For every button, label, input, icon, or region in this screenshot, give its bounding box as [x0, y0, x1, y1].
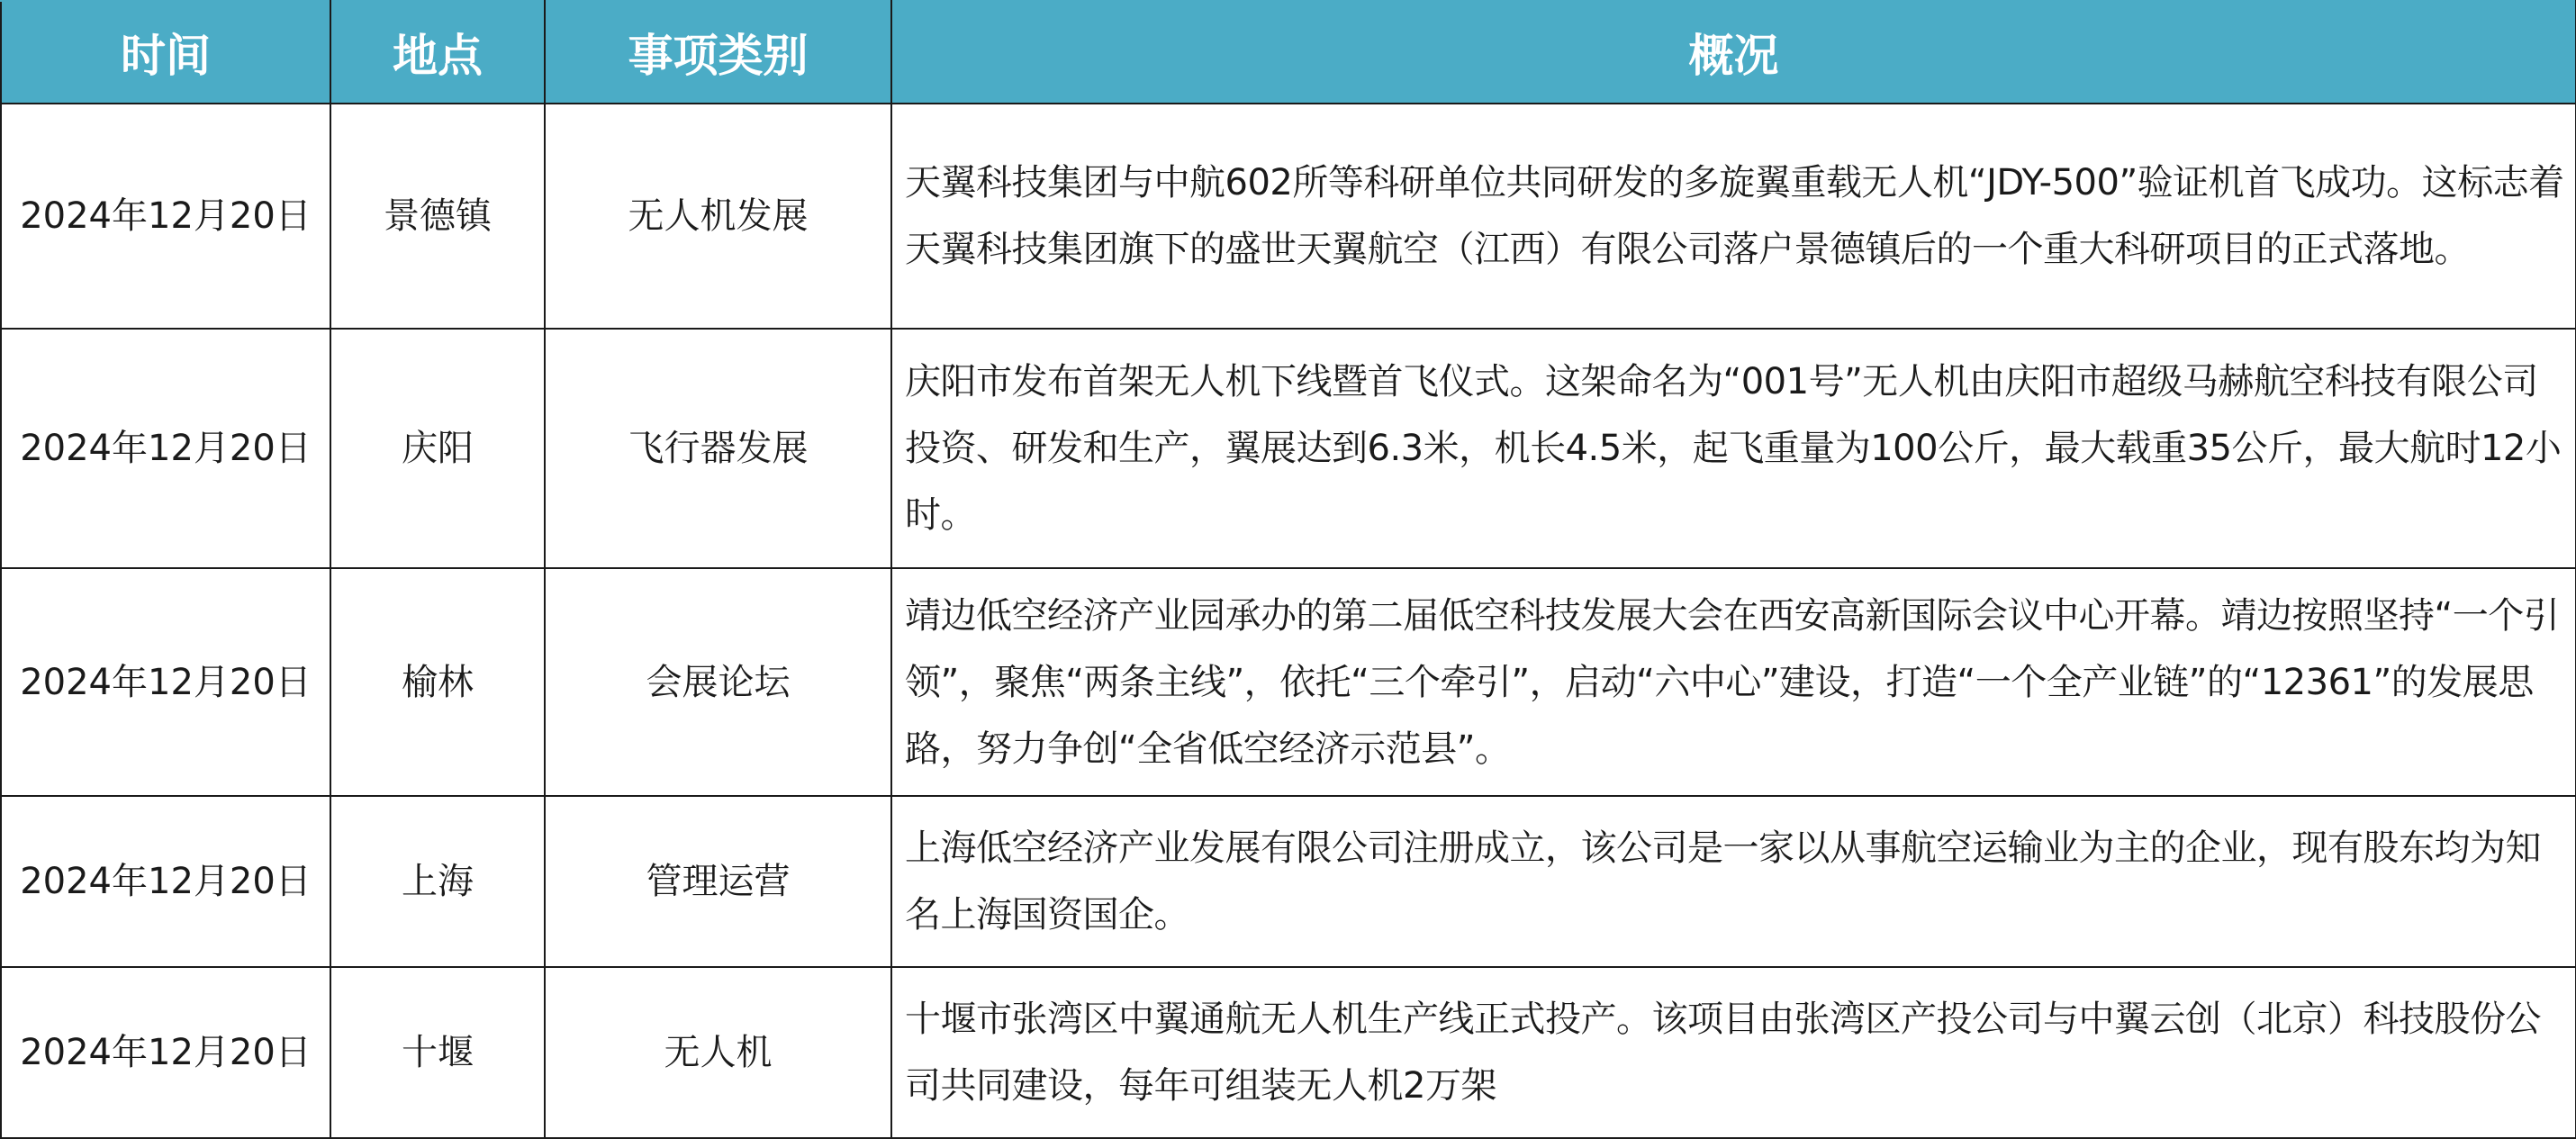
cell-category: 飞行器发展	[545, 329, 891, 568]
cell-time: 2024年12月20日	[1, 568, 330, 796]
cell-place: 上海	[330, 796, 545, 967]
table-row	[1, 796, 2576, 967]
cell-summary: 天翼科技集团与中航602所等科研单位共同研发的多旋翼重载无人机“JDY-500”验证机首飞成功。这标志着天翼科技集团旗下的盛世天翼航空（江西）有限公司落户景德镇后的一个重大科研项目的正式落地。	[891, 104, 2576, 329]
cell-summary: 上海低空经济产业发展有限公司注册成立，该公司是一家以从事航空运输业为主的企业，现有股东均为知名上海国资国企。	[891, 796, 2576, 967]
cell-place: 榆林	[330, 568, 545, 796]
table-row	[1, 104, 2576, 329]
cell-summary: 庆阳市发布首架无人机下线暨首飞仪式。这架命名为“001号”无人机由庆阳市超级马赫航空科技有限公司投资、研发和生产，翼展达到6.3米，机长4.5米，起飞重量为100公斤，最大载重35公斤，最大航时12小时。	[891, 329, 2576, 568]
table-header-row	[1, 1, 2576, 104]
cell-time: 2024年12月20日	[1, 104, 330, 329]
cell-time: 2024年12月20日	[1, 796, 330, 967]
cell-category: 管理运营	[545, 796, 891, 967]
table-row	[1, 967, 2576, 1138]
table-row	[1, 329, 2576, 568]
cell-place: 庆阳	[330, 329, 545, 568]
header-place: 地点	[330, 1, 545, 104]
header-summary: 概况	[891, 1, 2576, 104]
cell-place: 十堰	[330, 967, 545, 1138]
header-category: 事项类别	[545, 1, 891, 104]
table-row	[1, 568, 2576, 796]
cell-category: 无人机发展	[545, 104, 891, 329]
cell-summary: 十堰市张湾区中翼通航无人机生产线正式投产。该项目由张湾区产投公司与中翼云创（北京）科技股份公司共同建设，每年可组装无人机2万架	[891, 967, 2576, 1138]
cell-summary: 靖边低空经济产业园承办的第二届低空科技发展大会在西安高新国际会议中心开幕。靖边按照坚持“一个引领”，聚焦“两条主线”，依托“三个牵引”，启动“六中心”建设，打造“一个全产业链”的“12361”的发展思路，努力争创“全省低空经济示范县”。	[891, 568, 2576, 796]
cell-place: 景德镇	[330, 104, 545, 329]
header-time: 时间	[1, 1, 330, 104]
cell-time: 2024年12月20日	[1, 967, 330, 1138]
cell-category: 会展论坛	[545, 568, 891, 796]
cell-category: 无人机	[545, 967, 891, 1138]
cell-time: 2024年12月20日	[1, 329, 330, 568]
